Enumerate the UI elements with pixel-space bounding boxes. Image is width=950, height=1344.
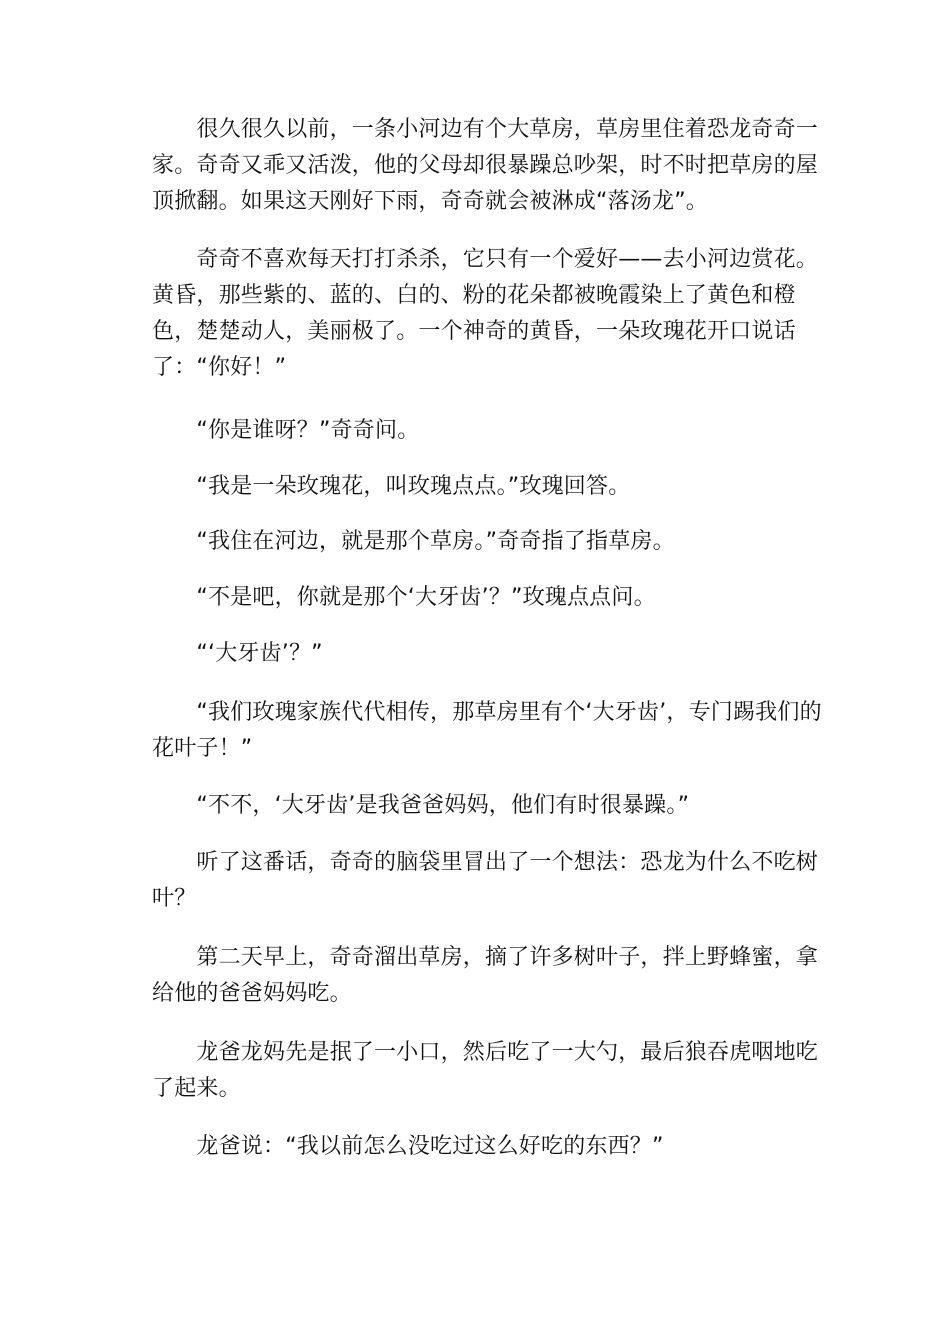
paragraph-12: 龙爸龙妈先是抿了一小口，然后吃了一大勺，最后狼吞虎咽地吃了起来。 bbox=[152, 1040, 819, 1101]
paragraph-7: “‘大牙齿’？” bbox=[152, 641, 323, 666]
paragraph-11: 第二天早上，奇奇溜出草房，摘了许多树叶子，拌上野蜂蜜，拿给他的爸爸妈妈吃。 bbox=[152, 945, 819, 1006]
paragraph-4: “我是一朵玫瑰花，叫玫瑰点点。”玫瑰回答。 bbox=[152, 474, 631, 499]
paragraph-6: “不是吧，你就是那个‘大牙齿’？”玫瑰点点问。 bbox=[152, 585, 656, 610]
paragraph-10: 听了这番话，奇奇的脑袋里冒出了一个想法：恐龙为什么不吃树叶？ bbox=[152, 850, 819, 911]
paragraph-5: “我住在河边，就是那个草房。”奇奇指了指草房。 bbox=[152, 529, 675, 554]
paragraph-1: 很久很久以前，一条小河边有个大草房，草房里住着恐龙奇奇一家。奇奇又乖又活泼，他的父母却很暴躁总吵架，时不时把草房的屋顶掀翻。如果这天刚好下雨，奇奇就会被淋成“落汤龙”。 bbox=[152, 117, 819, 214]
paragraph-9: “不不，‘大牙齿’是我爸爸妈妈，他们有时很暴躁。” bbox=[152, 793, 690, 818]
paragraph-8: “我们玫瑰家族代代相传，那草房里有个‘大牙齿’，专门踢我们的花叶子！” bbox=[152, 700, 822, 761]
paragraph-13: 龙爸说：“我以前怎么没吃过这么好吃的东西？” bbox=[152, 1134, 664, 1159]
paragraph-2: 奇奇不喜欢每天打打杀杀，它只有一个爱好——去小河边赏花。黄昏，那些紫的、蓝的、白的、粉的花朵都被晚霞染上了黄色和橙色，楚楚动人，美丽极了。一个神奇的黄昏，一朵玫瑰花开口说话了：“你好！” bbox=[152, 247, 819, 380]
paragraph-3: “你是谁呀？”奇奇问。 bbox=[152, 418, 420, 443]
